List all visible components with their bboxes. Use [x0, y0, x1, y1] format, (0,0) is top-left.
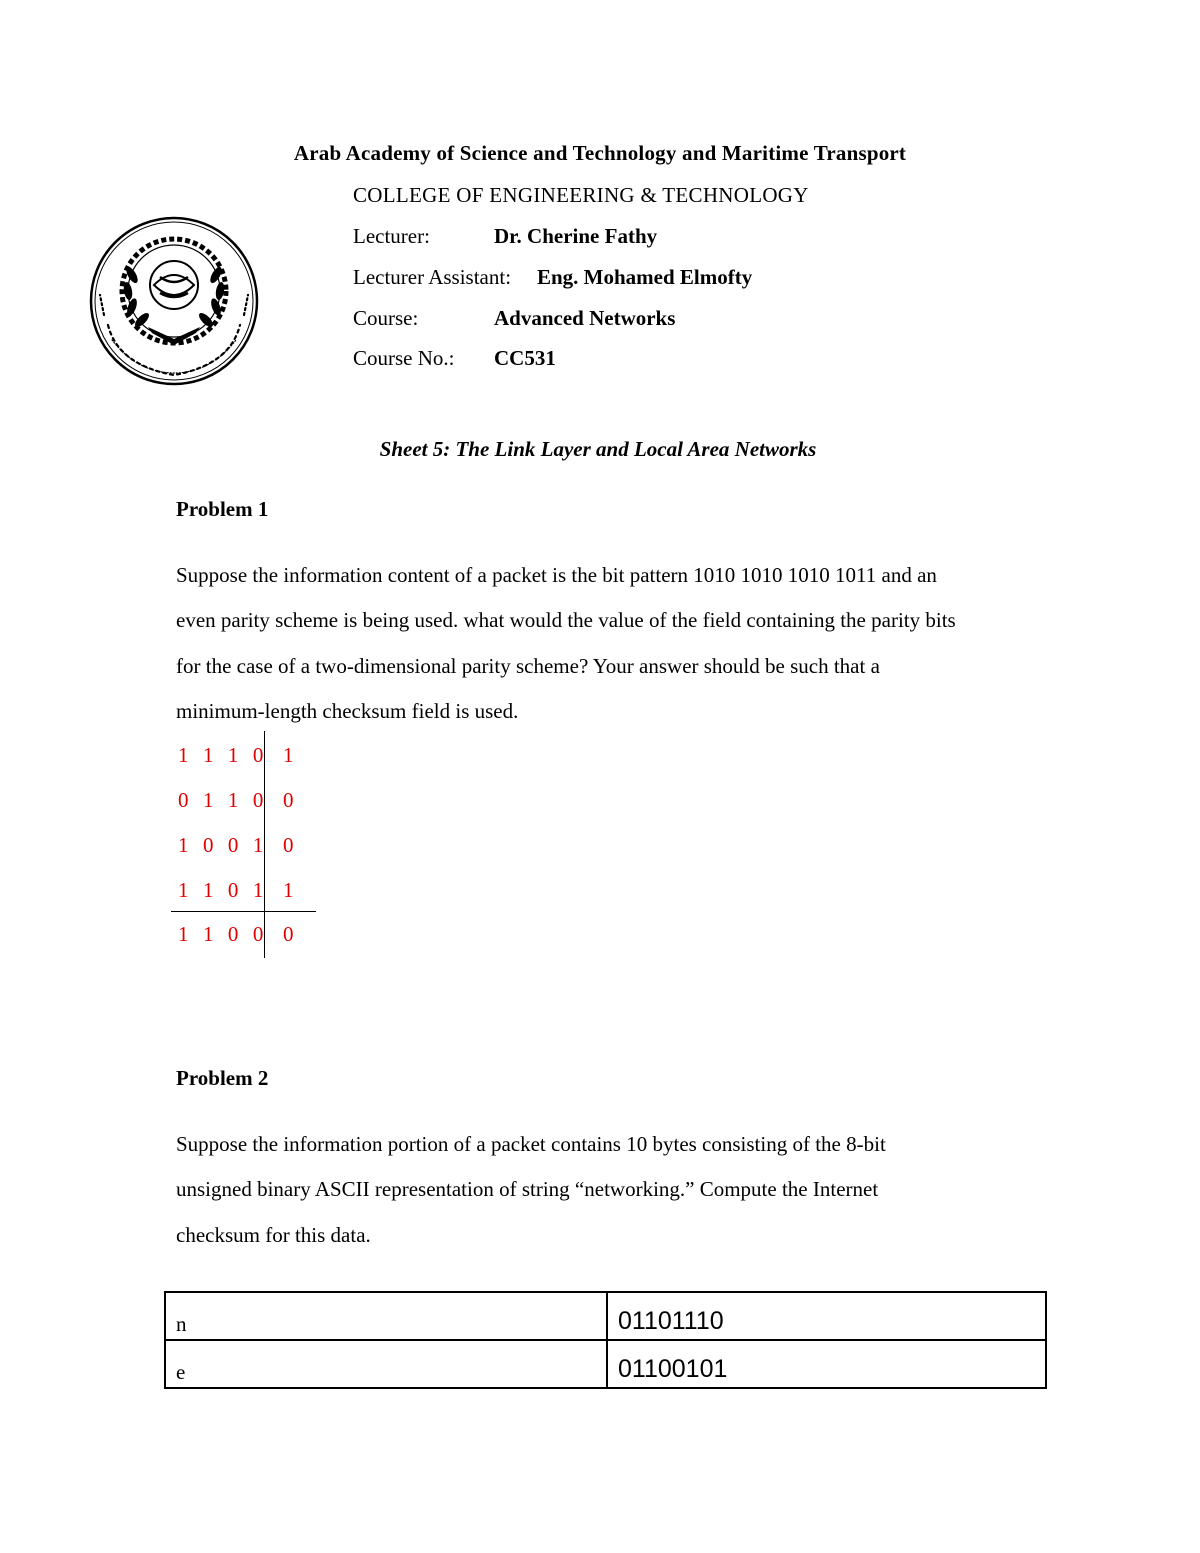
lecturer-label: Lecturer:	[353, 224, 430, 248]
parity-row-bit: 0	[283, 922, 294, 946]
assistant-label: Lecturer Assistant:	[353, 265, 512, 289]
problem-1-heading: Problem 1	[176, 497, 269, 521]
parity-row-bit: 1	[283, 743, 294, 767]
parity-row-bit: 0	[283, 788, 294, 812]
problem-2-heading: Problem 2	[176, 1066, 269, 1090]
ascii-table	[164, 1291, 1047, 1389]
parity-row-bit: 1	[283, 878, 294, 902]
parity-row-bit: 0	[283, 833, 294, 857]
parity-row-bits: 1 0 0 1	[178, 833, 268, 857]
problem-1-line: minimum-length checksum field is used.	[176, 698, 519, 723]
assistant-row	[353, 265, 753, 290]
table-row	[165, 1292, 1046, 1340]
parity-row-bits: 1 1 1 0	[178, 743, 268, 767]
college-name: COLLEGE OF ENGINEERING & TECHNOLOGY	[353, 183, 809, 207]
parity-horizontal-divider	[171, 911, 316, 912]
course-row	[353, 306, 676, 331]
problem-2-line: unsigned binary ASCII representation of string “networking.” Compute the Internet	[176, 1177, 879, 1202]
parity-row-bits: 1 1 0 1	[178, 878, 268, 902]
parity-row-bits: 1 1 0 0	[178, 922, 268, 946]
course-no-value: CC531	[494, 346, 556, 370]
university-seal-icon	[88, 215, 260, 387]
problem-1-line: for the case of a two-dimensional parity scheme? Your answer should be such that a	[176, 653, 880, 678]
lecturer-value: Dr. Cherine Fathy	[494, 224, 658, 248]
sheet-title: Sheet 5: The Link Layer and Local Area Networks	[379, 437, 817, 461]
lecturer-row	[353, 224, 658, 249]
problem-2-line: checksum for this data.	[176, 1222, 371, 1247]
problem-1-text	[176, 553, 1076, 734]
course-label: Course:	[353, 306, 419, 330]
table-cell-char: e	[165, 1340, 607, 1388]
problem-1-line: Suppose the information content of a packet is the bit pattern 1010 1010 1010 1011 and an	[176, 563, 937, 587]
course-no-row	[353, 346, 556, 371]
table-cell-binary: 01100101	[607, 1340, 1046, 1388]
problem-2-line: Suppose the information portion of a packet contains 10 bytes consisting of the 8-bit	[176, 1132, 886, 1156]
problem-1-line: even parity scheme is being used. what would the value of the field containing the parity bits	[176, 608, 956, 633]
course-no-label: Course No.:	[353, 346, 455, 370]
table-cell-binary: 01101110	[607, 1292, 1046, 1340]
problem-2-text	[176, 1122, 1076, 1258]
course-value: Advanced Networks	[494, 306, 676, 330]
table-row	[165, 1340, 1046, 1388]
parity-row-bits: 0 1 1 0	[178, 788, 268, 812]
assistant-value: Eng. Mohamed Elmofty	[537, 265, 753, 289]
institution-name: Arab Academy of Science and Technology and Maritime Transport	[293, 141, 907, 165]
table-cell-char: n	[165, 1292, 607, 1340]
